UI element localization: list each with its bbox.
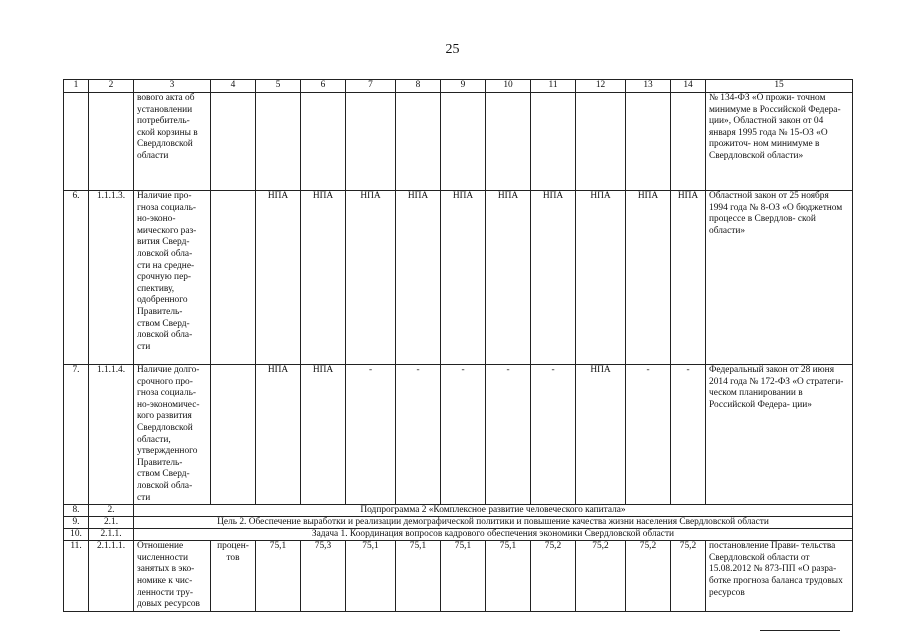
value-cell: - <box>441 365 486 505</box>
value-cell: 75,1 <box>256 541 301 612</box>
row-number: 11. <box>64 541 89 612</box>
table-header-row <box>64 80 853 93</box>
indicator-name: вового акта об установлении потребитель- ской корзины в Свердловской области <box>134 93 211 191</box>
row-code: 1.1.1.3. <box>89 191 134 365</box>
value-cell: НПА <box>486 191 531 365</box>
row-code: 2.1. <box>89 517 134 529</box>
value-cell <box>211 365 256 505</box>
header-cell: 1 <box>64 80 89 93</box>
value-cell: НПА <box>301 365 346 505</box>
value-cell: 75,1 <box>396 541 441 612</box>
row-number: 7. <box>64 365 89 505</box>
goal-row <box>64 517 853 529</box>
task-row <box>64 529 853 541</box>
value-cell: 75,1 <box>486 541 531 612</box>
row-number: 8. <box>64 505 89 517</box>
value-cell: НПА <box>256 365 301 505</box>
value-cell: НПА <box>396 191 441 365</box>
header-cell: 11 <box>531 80 576 93</box>
header-cell: 15 <box>706 80 853 93</box>
header-cell: 7 <box>346 80 396 93</box>
header-cell: 4 <box>211 80 256 93</box>
value-cell: - <box>396 365 441 505</box>
table-row <box>64 541 853 612</box>
legal-source: постановление Прави- тельства Свердловской области от 15.08.2012 № 873-ПП «О разра- ботке прогноза баланса трудовых ресурсов <box>706 541 853 612</box>
legal-source: Федеральный закон от 28 июня 2014 года № 172-ФЗ «О стратеги- ческом планировании в Российской Федера- ции» <box>706 365 853 505</box>
value-cell: - <box>486 365 531 505</box>
header-cell: 3 <box>134 80 211 93</box>
table-row <box>64 93 853 191</box>
row-number: 9. <box>64 517 89 529</box>
value-cell: НПА <box>256 191 301 365</box>
page-number: 25 <box>445 42 460 57</box>
header-cell: 8 <box>396 80 441 93</box>
subprogram-row <box>64 505 853 517</box>
row-code: 1.1.1.4. <box>89 365 134 505</box>
value-cell: 75,2 <box>626 541 671 612</box>
row-code: 2.1.1. <box>89 529 134 541</box>
indicator-name: Наличие про- гноза социаль- но-эконо- мического раз- вития Сверд- ловской обла- сти на средне- срочную пер- спективу, одобренного Правитель- ством Сверд- ловской обла- сти <box>134 191 211 365</box>
value-cell: 75,1 <box>346 541 396 612</box>
header-cell: 12 <box>576 80 626 93</box>
value-cell: - <box>346 365 396 505</box>
value-cell: 75,3 <box>301 541 346 612</box>
value-cell: НПА <box>626 191 671 365</box>
row-number: 10. <box>64 529 89 541</box>
value-cell: 75,1 <box>441 541 486 612</box>
value-cell: - <box>626 365 671 505</box>
value-cell: - <box>671 365 706 505</box>
value-cell: - <box>531 365 576 505</box>
footer-rule <box>760 630 840 631</box>
subprogram-title: Подпрограмма 2 «Комплексное развитие человеческого капитала» <box>134 505 853 517</box>
header-cell: 2 <box>89 80 134 93</box>
legal-source: № 134-ФЗ «О прожи- точном минимуме в Российской Федера- ции», Областной закон от 04 января 1995 года № 15-ОЗ «О прожиточ- ном минимуме в Свердловской области» <box>706 93 853 191</box>
value-cell <box>211 191 256 365</box>
value-cell: НПА <box>576 191 626 365</box>
value-cell: НПА <box>301 191 346 365</box>
indicators-table <box>63 79 853 612</box>
row-code: 2. <box>89 505 134 517</box>
value-cell: НПА <box>531 191 576 365</box>
goal-title: Цель 2. Обеспечение выработки и реализации демографической политики и повышение качества жизни населения Свердловской области <box>134 517 853 529</box>
header-cell: 9 <box>441 80 486 93</box>
indicator-name: Отношение численности занятых в эко- номике к чис- ленности тру- довых ресурсов <box>134 541 211 612</box>
table-row <box>64 191 853 365</box>
indicator-name: Наличие долго- срочного про- гноза социаль- но-экономичес- кого развития Свердловской области, утвержденного Правитель- ством Сверд- ловской обла- сти <box>134 365 211 505</box>
header-cell: 5 <box>256 80 301 93</box>
task-title: Задача 1. Координация вопросов кадрового обеспечения экономики Свердловской области <box>134 529 853 541</box>
value-cell: 75,2 <box>576 541 626 612</box>
row-number: 6. <box>64 191 89 365</box>
value-cell: 75,2 <box>531 541 576 612</box>
header-cell: 13 <box>626 80 671 93</box>
row-code: 2.1.1.1. <box>89 541 134 612</box>
table-row <box>64 365 853 505</box>
value-cell: НПА <box>576 365 626 505</box>
unit-cell: процен- тов <box>211 541 256 612</box>
value-cell: НПА <box>671 191 706 365</box>
value-cell: НПА <box>441 191 486 365</box>
value-cell: 75,2 <box>671 541 706 612</box>
legal-source: Областной закон от 25 ноября 1994 года № 8-ОЗ «О бюджетном процессе в Свердлов- ской области» <box>706 191 853 365</box>
value-cell: НПА <box>346 191 396 365</box>
header-cell: 10 <box>486 80 531 93</box>
header-cell: 14 <box>671 80 706 93</box>
header-cell: 6 <box>301 80 346 93</box>
